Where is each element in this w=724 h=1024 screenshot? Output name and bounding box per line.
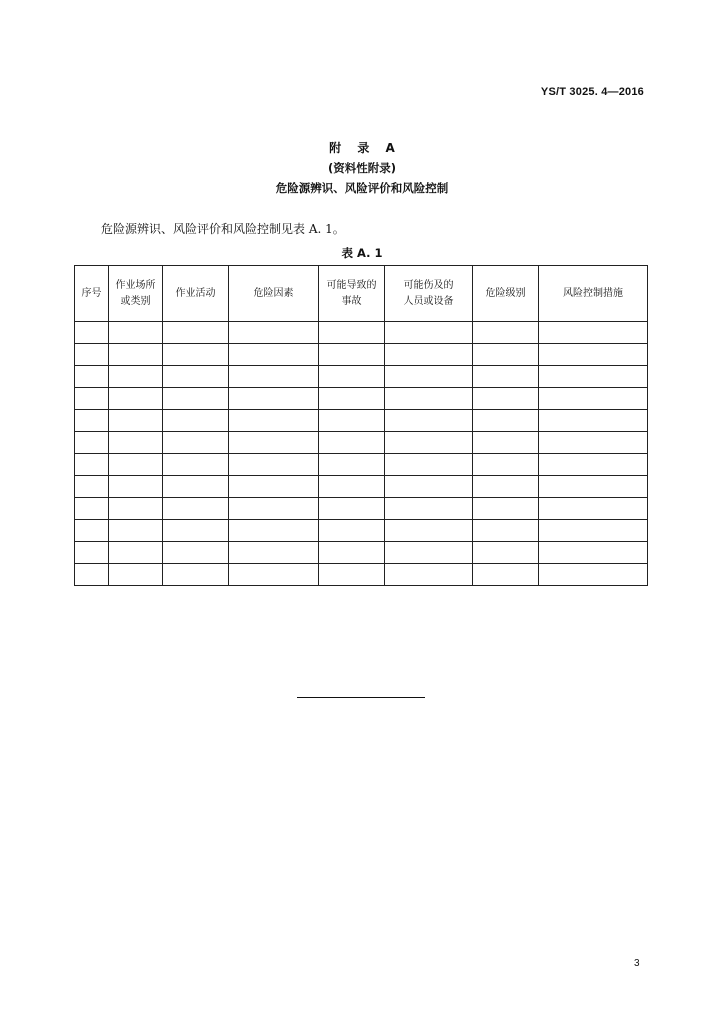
table-cell [229,410,319,432]
column-header: 可能导致的 事故 [319,266,385,322]
table-cell [163,476,229,498]
column-header: 危险级别 [473,266,539,322]
table-cell [75,520,109,542]
table-row [75,366,648,388]
table-cell [539,410,648,432]
table-cell [229,564,319,586]
table-cell [385,476,473,498]
table-cell [75,344,109,366]
table-cell [319,520,385,542]
table-row [75,498,648,520]
table-cell [473,498,539,520]
table-cell [109,454,163,476]
table-cell [229,542,319,564]
table-cell [109,564,163,586]
table-cell [229,388,319,410]
table-cell [473,410,539,432]
table-cell [473,476,539,498]
table-cell [163,388,229,410]
table-cell [539,476,648,498]
table-cell [473,542,539,564]
page-number: 3 [634,958,640,969]
table-cell [539,498,648,520]
table-cell [75,476,109,498]
table-cell [473,520,539,542]
table-row [75,388,648,410]
annex-title: 附 录 A [329,141,395,155]
table-row [75,432,648,454]
table-cell [229,432,319,454]
table-cell [385,564,473,586]
table-cell [385,366,473,388]
table-cell [319,388,385,410]
table-cell [109,520,163,542]
column-header: 风险控制措施 [539,266,648,322]
table-cell [229,476,319,498]
table-row [75,322,648,344]
table-cell [163,564,229,586]
column-header: 序号 [75,266,109,322]
standard-number: YS/T 3025. 4—2016 [540,86,644,98]
table-cell [163,322,229,344]
table-cell [385,410,473,432]
table-cell [229,520,319,542]
table-cell [163,520,229,542]
table-cell [75,454,109,476]
table-cell [473,344,539,366]
table-caption: 表 A. 1 [341,246,383,260]
table-cell [473,454,539,476]
annex-subject: 危险源辨识、风险评价和风险控制 [275,181,449,195]
table-cell [473,366,539,388]
table-cell [75,542,109,564]
table-cell [539,564,648,586]
table-cell [163,432,229,454]
table-cell [75,322,109,344]
table-cell [109,366,163,388]
hazard-table [74,265,648,586]
table-cell [75,366,109,388]
table-cell [163,344,229,366]
table-cell [539,322,648,344]
table-cell [109,542,163,564]
table-body [75,322,648,586]
table-cell [473,322,539,344]
table-cell [109,388,163,410]
table-cell [75,410,109,432]
table-row [75,476,648,498]
table-cell [385,520,473,542]
table-cell [473,432,539,454]
table-cell [319,498,385,520]
table-cell [109,410,163,432]
table-cell [385,454,473,476]
table-cell [75,498,109,520]
table-cell [385,432,473,454]
table-cell [385,388,473,410]
table-cell [385,322,473,344]
table-cell [385,498,473,520]
table-cell [319,454,385,476]
table-cell [319,564,385,586]
table-cell [385,542,473,564]
table-cell [539,344,648,366]
table-row [75,542,648,564]
table-cell [229,498,319,520]
table-row [75,344,648,366]
table-cell [75,432,109,454]
table-cell [539,388,648,410]
table-cell [539,542,648,564]
table-cell [229,366,319,388]
table-cell [539,520,648,542]
table-cell [109,432,163,454]
table-cell [163,542,229,564]
table-cell [229,344,319,366]
table-cell [473,388,539,410]
table-cell [163,498,229,520]
table-cell [319,344,385,366]
table-header-row [75,266,648,322]
column-header: 作业活动 [163,266,229,322]
table-cell [319,542,385,564]
column-header: 作业场所 或类别 [109,266,163,322]
annex-type: (资料性附录) [327,161,396,175]
table-cell [539,432,648,454]
table-cell [319,366,385,388]
table-row [75,564,648,586]
table-cell [163,366,229,388]
table-cell [385,344,473,366]
table-cell [319,432,385,454]
table-cell [109,322,163,344]
end-rule [297,697,425,698]
table-cell [473,564,539,586]
table-row [75,520,648,542]
table-cell [229,322,319,344]
table-row [75,410,648,432]
table-cell [75,388,109,410]
table-cell [109,344,163,366]
table-cell [163,410,229,432]
intro-paragraph: 危险源辨识、风险评价和风险控制见表 A. 1。 [101,222,345,236]
table-cell [229,454,319,476]
table-cell [109,498,163,520]
column-header: 危险因素 [229,266,319,322]
table-cell [539,366,648,388]
table-cell [75,564,109,586]
table-cell [109,476,163,498]
table-cell [539,454,648,476]
table-cell [163,454,229,476]
table-cell [319,410,385,432]
table-cell [319,476,385,498]
column-header: 可能伤及的 人员或设备 [385,266,473,322]
table-row [75,454,648,476]
table-cell [319,322,385,344]
